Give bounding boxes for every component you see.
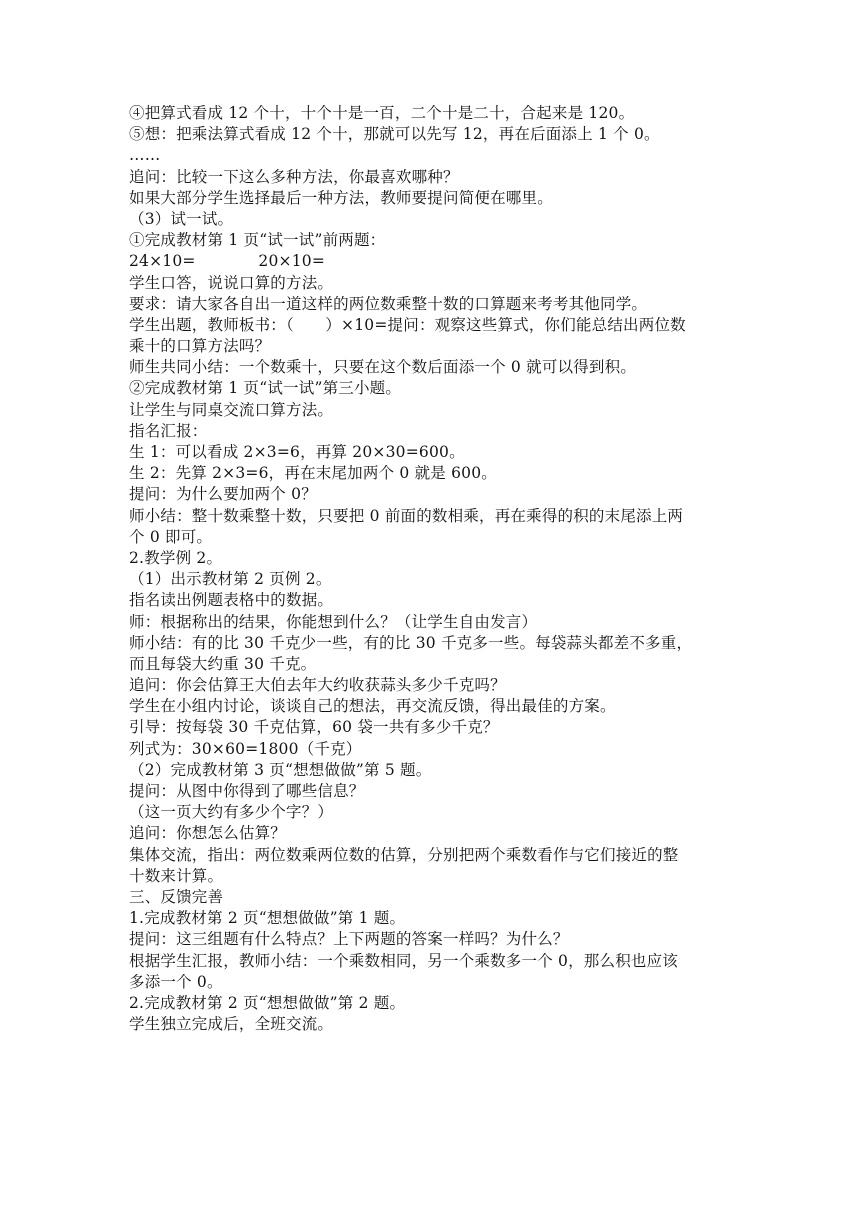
text-line: 生 1：可以看成 2×3=6，再算 20×30=600。 xyxy=(129,443,465,461)
text-line: 师：根据称出的结果，你能想到什么？（让学生自由发言） xyxy=(129,612,538,631)
text-line: 要求：请大家各自出一道这样的两位数乘整十数的口算题来考考其他同学。 xyxy=(129,294,648,313)
text-line: 十数来计算。 xyxy=(129,866,224,885)
text-line: （1）出示教材第 2 页例 2。 xyxy=(129,570,332,589)
text-line: ①完成教材第 1 页“试一试”前两题： xyxy=(129,231,386,250)
text-line: 提问：为什么要加两个 0？ xyxy=(129,485,317,504)
text-line: 集体交流，指出：两位数乘两位数的估算，分别把两个乘数看作与它们接近的整 xyxy=(129,845,679,864)
text-line: 根据学生汇报，教师小结：一个乘数相同，另一个乘数多一个 0，那么积也应该 xyxy=(129,951,678,970)
equation-line: 列式为：30×60=1800（千克） xyxy=(129,739,362,758)
text-line: 师小结：整十数乘整十数，只要把 0 前面的数相乘，再在乘得的积的末尾添上两 xyxy=(129,506,684,525)
text-line: 2.完成教材第 2 页“想想做做”第 2 题。 xyxy=(129,993,406,1012)
document-body xyxy=(129,103,735,1035)
text-line: 1.完成教材第 2 页“想想做做”第 1 题。 xyxy=(129,909,406,928)
text-line: ②完成教材第 1 页“试一试”第三小题。 xyxy=(129,379,402,398)
text-line: ④把算式看成 12 个十，十个十是一百，二个十是二十，合起来是 120。 xyxy=(129,104,635,122)
section-heading: 三、反馈完善 xyxy=(129,887,224,906)
text-line: 指名汇报： xyxy=(129,421,208,440)
text-line: 提问：从图中你得到了哪些信息？ xyxy=(129,782,365,800)
section-heading: （3）试一试。 xyxy=(129,209,234,228)
text-line: 乘十的口算方法吗？ xyxy=(129,337,271,356)
text-line: 学生在小组内讨论，谈谈自己的想法，再交流反馈，得出最佳的方案。 xyxy=(129,697,616,716)
text-line: 追问：比较一下这么多种方法，你最喜欢哪种？ xyxy=(129,167,459,186)
text-line: 学生出题，教师板书：（ ）×10=提问：观察这些算式，你们能总结出两位数 xyxy=(129,315,686,334)
text-line: …… xyxy=(129,146,161,165)
text-line: 个 0 即可。 xyxy=(129,527,213,546)
text-line: 引导：按每袋 30 千克估算，60 袋一共有多少千克？ xyxy=(129,718,499,737)
equation-line: 24×10= 20×10= xyxy=(129,252,326,271)
text-line: 生 2：先算 2×3=6，再在末尾加两个 0 就是 600。 xyxy=(129,464,498,483)
text-line: （2）完成教材第 3 页“想想做做”第 5 题。 xyxy=(129,760,432,779)
text-line: 指名读出例题表格中的数据。 xyxy=(129,591,334,610)
text-line: （这一页大约有多少个字？） xyxy=(129,803,334,822)
text-line: 追问：你想怎么估算？ xyxy=(129,824,287,843)
text-line: 追问：你会估算王大伯去年大约收获蒜头多少千克吗？ xyxy=(129,676,506,695)
text-line: 提问：这三组题有什么特点？上下两题的答案一样吗？为什么？ xyxy=(129,930,569,949)
text-line: ⑤想：把乘法算式看成 12 个十，那就可以先写 12，再在后面添上 1 个 0。 xyxy=(129,125,660,144)
text-line: 而且每袋大约重 30 千克。 xyxy=(129,654,317,673)
text-line: 让学生与同桌交流口算方法。 xyxy=(129,400,334,419)
section-heading: 2.教学例 2。 xyxy=(129,548,223,567)
text-line: 学生口答，说说口算的方法。 xyxy=(129,273,334,292)
text-line: 师小结：有的比 30 千克少一些，有的比 30 千克多一些。每袋蒜头都差不多重， xyxy=(129,633,693,652)
text-line: 师生共同小结：一个数乘十，只要在这个数后面添一个 0 就可以得到积。 xyxy=(129,358,637,377)
text-line: 如果大部分学生选择最后一种方法，教师要提问简便在哪里。 xyxy=(129,188,553,207)
text-line: 多添一个 0。 xyxy=(129,972,223,991)
text-line: 学生独立完成后，全班交流。 xyxy=(129,1015,334,1034)
